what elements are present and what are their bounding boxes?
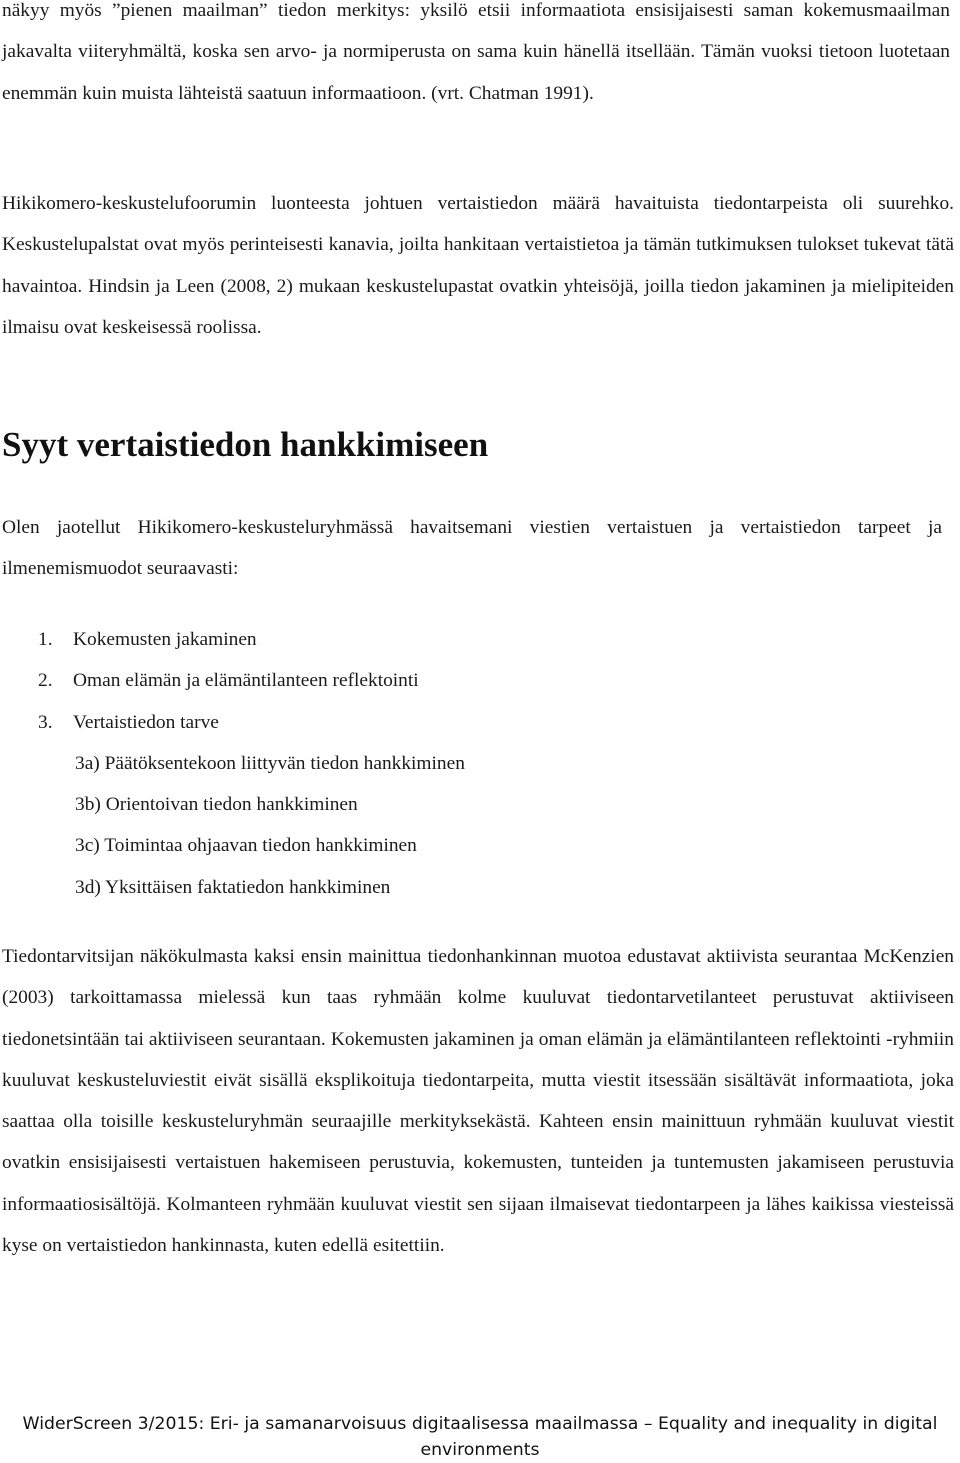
section-heading: Syyt vertaistiedon hankkimiseen <box>2 425 489 464</box>
page-footer: WiderScreen 3/2015: Eri- ja samanarvoisuus digitaalisessa maailmassa – Equality and inequality in digital environments <box>22 1414 938 1460</box>
list-item-text: Vertaistiedon tarve <box>73 711 219 733</box>
sub-list-item: 3c) Toimintaa ohjaavan tiedon hankkiminen <box>75 835 417 857</box>
list-item-number: 1. <box>38 629 53 650</box>
body-paragraph-4: Tiedontarvitsijan näkökulmasta kaksi ensin mainittua tiedonhankinnan muotoa edustavat aktiivista seurantaa McKenzien (2003) tarkoittamassa mielessä kun taas ryhmään kolme kuuluvat tiedontarvetilanteet perustuvat aktiiviseen tiedonetsintään tai aktiiviseen seurantaan. Kokemusten jakaminen ja oman elämän ja elämäntilanteen reflektointi -ryhmiin kuuluvat keskusteluviestit eivät sisällä eksplikoituja tiedontarpeita, mutta viestit itsessään sisältävät informaatiota, joka saattaa olla toisille keskusteluryhmän seuraajille merkityksekästä. Kahteen ensin mainittuun ryhmään kuuluvat viestit ovatkin ensisijaisesti vertaistuen hakemiseen perustuvia, kokemusten, tunteiden ja tuntemusten jakamiseen perustuvia informaatiosisältöjä. Kolmanteen ryhmään kuuluvat viestit sen sijaan ilmaisevat tiedontarpeen ja lähes kaikissa viesteissä kyse on vertaistiedon hankinnasta, kuten edellä esitettiin. <box>2 946 954 1257</box>
body-paragraph-3: Olen jaotellut Hikikomero-keskusteluryhmässä havaitsemani viestien vertaistuen ja vertaistiedon tarpeet ja ilmenemismuodot seuraavasti: <box>2 517 942 580</box>
list-item-text: Kokemusten jakaminen <box>73 629 257 650</box>
intro-paragraph: näkyy myös ”pienen maailman” tiedon merkitys: yksilö etsii informaatiota ensisijaisesti saman kokemusmaailman jakavalta viiteryhmältä, koska sen arvo- ja normiperusta on sama kuin hänellä itsellään. Tämän vuoksi tietoon luotetaan enemmän kuin muista lähteistä saatuun informaatioon. (vrt. Chatman 1991). <box>2 0 950 104</box>
list-item <box>2 702 465 908</box>
body-paragraph-2: Hikikomero-keskustelufoorumin luonteesta johtuen vertaistiedon määrä havaituista tiedontarpeista oli suurehko. Keskustelupalstat ovat myös perinteisesti kanavia, joilta hankitaan vertaistietoa ja tämän tutkimuksen tulokset tukevat tätä havaintoa. Hindsin ja Leen (2008, 2) mukaan keskustelupastat ovatkin yhteisöjä, joilla tiedon jakaminen ja mielipiteiden ilmaisu ovat keskeisessä roolissa. <box>2 193 954 338</box>
list-item <box>2 619 465 660</box>
list-item-number: 3. <box>38 711 53 733</box>
numbered-list <box>2 619 465 908</box>
list-item-text: Oman elämän ja elämäntilanteen reflektointi <box>73 670 419 692</box>
sub-list-item: 3b) Orientoivan tiedon hankkiminen <box>75 794 358 816</box>
sub-list-item: 3a) Päätöksentekoon liittyvän tiedon hankkiminen <box>75 752 465 774</box>
sub-list <box>2 743 465 908</box>
list-item-number: 2. <box>38 670 53 692</box>
list-item <box>2 660 465 701</box>
sub-list-item: 3d) Yksittäisen faktatiedon hankkiminen <box>75 876 391 898</box>
